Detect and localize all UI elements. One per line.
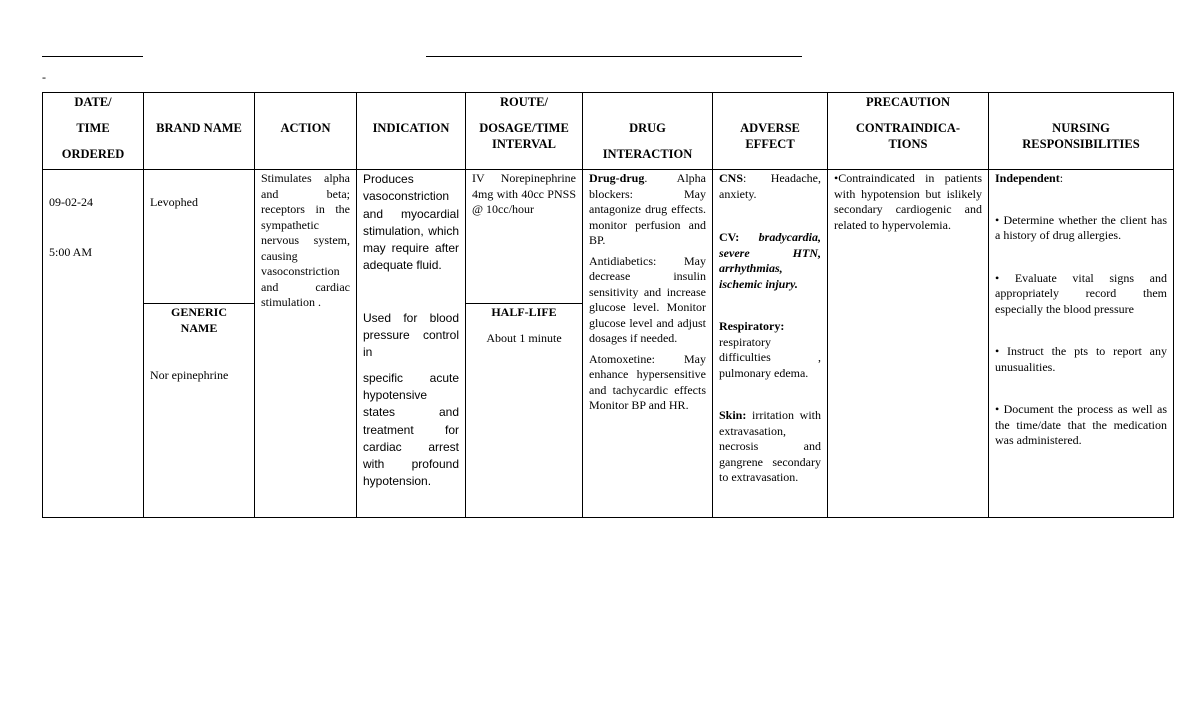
cv-label: CV: (719, 230, 740, 244)
header-route-line1: ROUTE/ (500, 95, 548, 109)
cell-indication (357, 170, 466, 518)
signature-line-left (42, 56, 143, 57)
header-date-line3: ORDERED (61, 147, 125, 161)
action-text: Stimulates alpha and beta; receptors in the sympathetic nervous system, causing vasoconstriction and cardiac stimulation . (261, 171, 350, 309)
date-ordered: 09-02-24 (49, 195, 93, 209)
header-nursing-line1: NURSING (1052, 121, 1110, 135)
header-precaution-line2: CONTRAINDICA- (855, 121, 961, 135)
header-route-line2: DOSAGE/TIME (479, 121, 569, 135)
indication-text-3: specific acute hypotensive states and treatment for cardiac arrest with profound hypotension. (363, 370, 459, 489)
drug-drug-interaction (589, 171, 706, 249)
cell-precaution (828, 170, 989, 518)
drug-study-table (42, 92, 1174, 518)
skin-label: Skin: (719, 408, 747, 422)
indication-text-2: Used for blood pressure control in (363, 310, 459, 360)
header-nursing (989, 93, 1174, 170)
header-adverse-effect (713, 93, 828, 170)
header-drug-interaction (583, 93, 713, 170)
brand-name: Levophed (150, 195, 198, 209)
cell-action (255, 170, 357, 518)
cv-text: bradycardia, severe HTN, arrhythmias, ischemic injury. (719, 230, 821, 291)
generic-name: Nor epinephrine (150, 368, 229, 382)
independent-colon: : (1059, 171, 1064, 185)
drug-drug-text: . Alpha blockers: May antagonize drug effects. monitor perfusion and BP. (589, 171, 706, 247)
header-action-text: ACTION (280, 121, 331, 135)
header-precaution (828, 93, 989, 170)
cell-half-life (466, 304, 583, 518)
cell-route (466, 170, 583, 304)
nursing-item: • Instruct the pts to report any unusualities. (995, 344, 1167, 374)
generic-name-header: GENERIC NAME (170, 305, 227, 335)
respiratory-label: Respiratory: (719, 319, 785, 333)
indication-text-1: Produces vasoconstriction and myocardial stimulation, which may require after adequate fluid. (363, 172, 459, 273)
header-indication (357, 93, 466, 170)
cell-brand (144, 170, 255, 304)
time-ordered: 5:00 AM (49, 244, 93, 259)
cell-nursing (989, 170, 1174, 518)
header-date-line1: DATE/ (74, 95, 112, 109)
cns-label: CNS (719, 171, 744, 185)
header-indication-text: INDICATION (372, 121, 450, 135)
independent-heading (995, 171, 1167, 187)
header-date (43, 93, 144, 170)
header-precaution-line3: TIONS (888, 137, 928, 151)
header-route (466, 93, 583, 170)
header-action (255, 93, 357, 170)
header-adverse-line2: EFFECT (745, 137, 795, 151)
skin-text: irritation with extravasation, necrosis and gangrene secondary to extravasation. (719, 408, 821, 484)
header-drug-line1: DRUG (629, 121, 666, 135)
header-row (43, 93, 1174, 170)
cell-date (43, 170, 144, 518)
antidiabetics-interaction: Antidiabetics: May decrease insulin sensitivity and increase glucose level. Monitor glucose level and adjust dosages if needed. (589, 253, 706, 345)
nursing-item: • Evaluate vital signs and appropriately record them especially the blood pressure (995, 270, 1167, 316)
drug-drug-label: Drug-drug (589, 171, 645, 185)
cell-adverse-effect (713, 170, 828, 518)
cell-generic (144, 304, 255, 518)
header-date-line2: TIME (76, 121, 110, 135)
header-adverse-line1: ADVERSE (740, 121, 800, 135)
cns-text: : Headache, anxiety. (719, 171, 821, 201)
signature-line-right (426, 56, 802, 57)
header-brand (144, 93, 255, 170)
respiratory-text: respiratory difficulties , pulmonary edema. (719, 334, 821, 380)
cell-drug-interaction (583, 170, 713, 518)
route-dosage: IV Norepinephrine 4mg with 40cc PNSS @ 10cc/hour (472, 171, 576, 216)
half-life-value: About 1 minute (486, 330, 562, 345)
adverse-cv (719, 230, 821, 292)
header-brand-text: BRAND NAME (156, 121, 242, 135)
adverse-cns (719, 171, 821, 202)
atomoxetine-interaction: Atomoxetine: May enhance hypersensitive and tachycardic effects Monitor BP and HR. (589, 351, 706, 412)
header-precaution-line1: PRECAUTION (865, 95, 951, 109)
header-drug-line2: INTERACTION (602, 147, 693, 161)
nursing-item: • Determine whether the client has a history of drug allergies. (995, 212, 1167, 242)
independent-label: Independent (995, 171, 1060, 185)
header-route-line3: INTERVAL (492, 137, 556, 151)
nursing-list (995, 213, 1167, 449)
data-row-upper (43, 170, 1174, 304)
header-nursing-line2: RESPONSIBILITIES (1022, 137, 1140, 151)
header-dash: - (42, 70, 46, 84)
half-life-header: HALF-LIFE (491, 305, 557, 319)
precaution-text: •Contraindicated in patients with hypotension but islikely secondary cardiogenic and related to hypervolemia. (834, 171, 982, 232)
adverse-skin (719, 408, 821, 486)
nursing-item: • Document the process as well as the time/date that the medication was administered. (995, 402, 1167, 447)
